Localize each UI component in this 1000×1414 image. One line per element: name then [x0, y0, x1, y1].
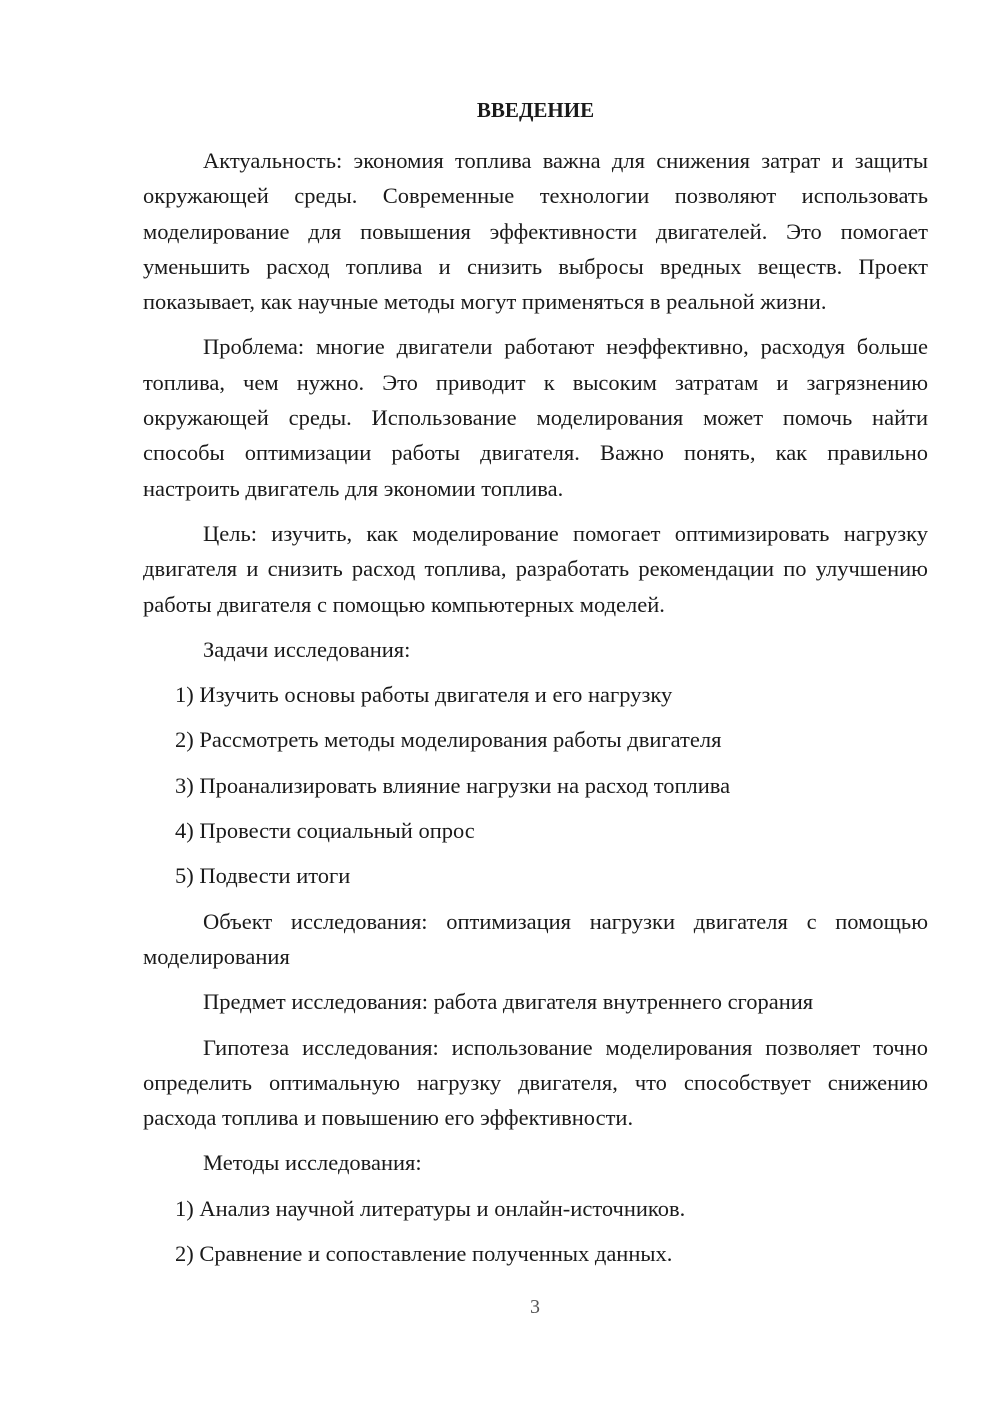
- subject-paragraph: Предмет исследования: работа двигателя внутреннего сгорания: [203, 989, 814, 1015]
- tasks-list: [143, 677, 928, 893]
- problem-paragraph: Проблема: многие двигатели работают неэффективно, расходуя больше топлива, чем нужно. Это приводит к высоким затратам и загрязнению окружающей среды. Использование моделирования может помочь найти способы оптимизации работы двигателя. Важно понять, как правильно настроить двигатель для экономии топлива.: [143, 334, 928, 501]
- list-item: 5) Подвести итоги: [175, 863, 351, 889]
- list-item: 1) Анализ научной литературы и онлайн-источников.: [175, 1195, 686, 1221]
- list-item: 2) Рассмотреть методы моделирования работы двигателя: [175, 727, 722, 753]
- methods-list: [143, 1191, 928, 1272]
- relevance-paragraph: Актуальность: экономия топлива важна для снижения затрат и защиты окружающей среды. Современные технологии позволяют использовать моделирование для повышения эффективности двигателей. Это помогает уменьшить расход топлива и снизить выбросы вредных веществ. Проект показывает, как научные методы могут применяться в реальной жизни.: [143, 148, 928, 315]
- goal-paragraph: Цель: изучить, как моделирование помогает оптимизировать нагрузку двигателя и снизить расход топлива, разработать рекомендации по улучшению работы двигателя с помощью компьютерных моделей.: [143, 520, 928, 617]
- list-item: 1) Изучить основы работы двигателя и его нагрузку: [175, 682, 673, 708]
- list-item: 3) Проанализировать влияние нагрузки на расход топлива: [175, 772, 731, 798]
- tasks-heading: Задачи исследования:: [203, 636, 411, 662]
- page-number: 3: [530, 1296, 540, 1318]
- list-item: 4) Провести социальный опрос: [175, 818, 475, 844]
- object-paragraph: Объект исследования: оптимизация нагрузки двигателя с помощью моделирования: [143, 908, 928, 969]
- page-title: ВВЕДЕНИЕ: [476, 98, 595, 122]
- hypothesis-paragraph: Гипотеза исследования: использование моделирования позволяет точно определить оптимальную нагрузку двигателя, что способствует снижению расхода топлива и повышению его эффективности.: [143, 1034, 928, 1131]
- methods-heading: Методы исследования:: [203, 1150, 422, 1176]
- list-item: 2) Сравнение и сопоставление полученных данных.: [175, 1241, 673, 1267]
